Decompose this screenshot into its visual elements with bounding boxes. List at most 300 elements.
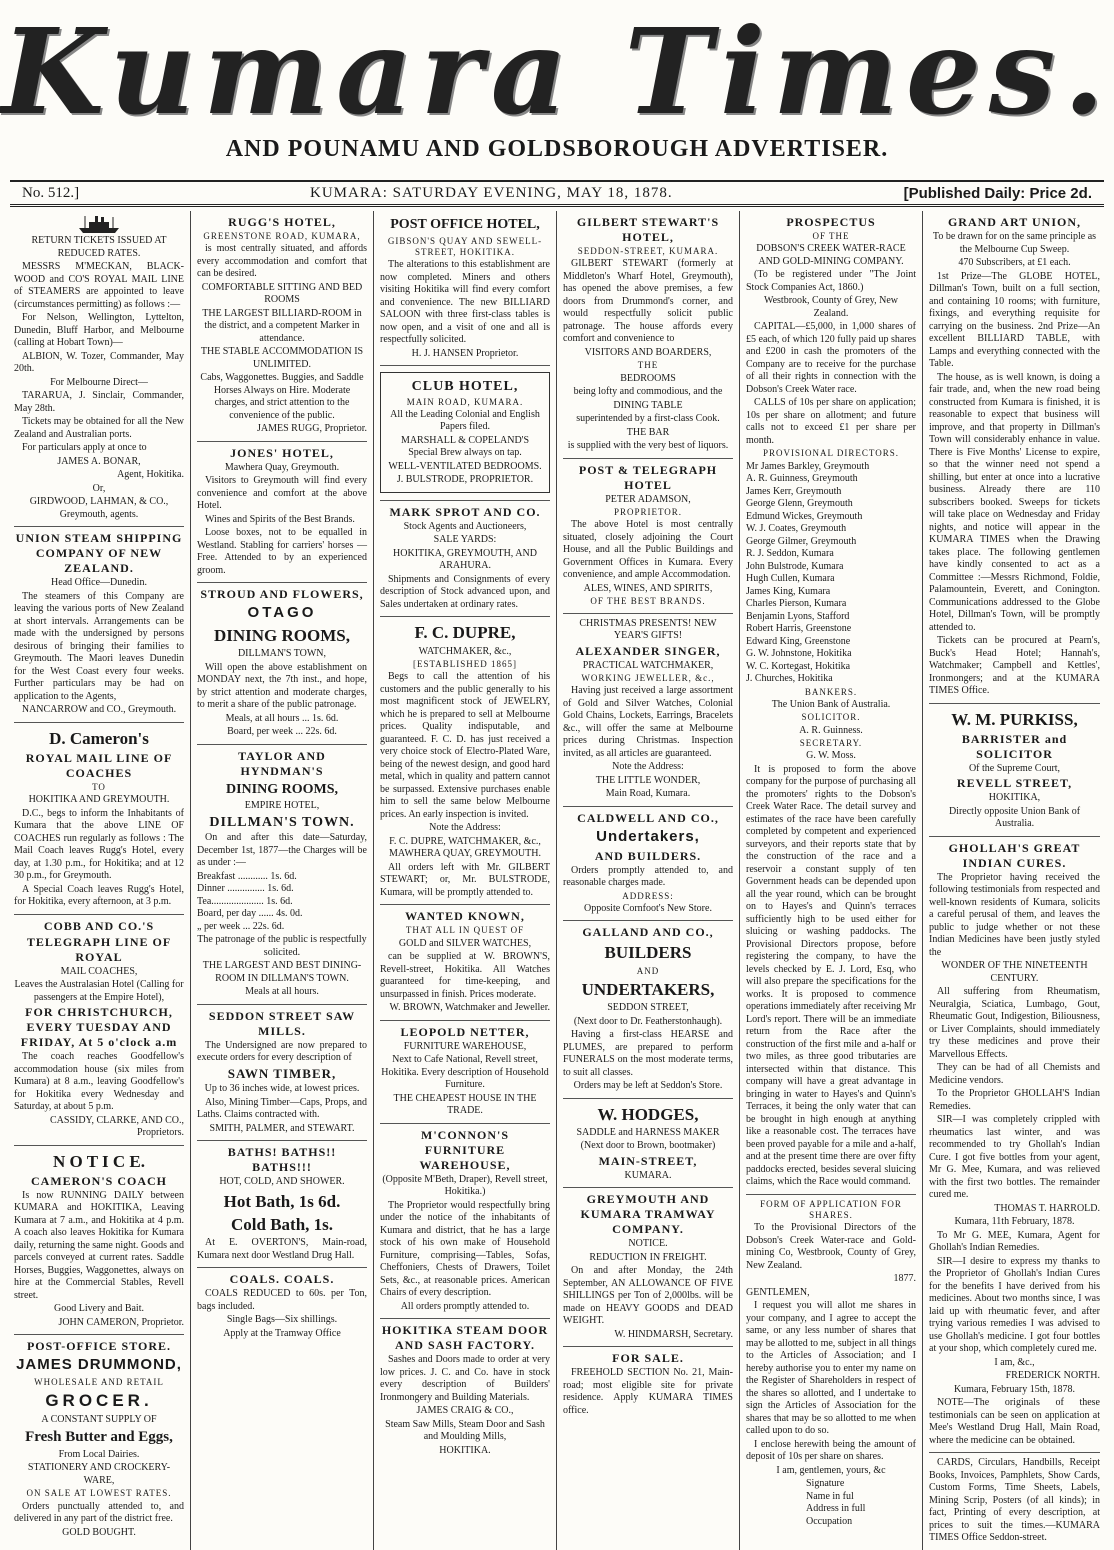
ad-body: All orders left with Mr. GILBERT STEWART; or, Mr. BULSTRODE, Kumara, will be promptly attended to. [380, 861, 550, 898]
ad-wanted-known [380, 905, 550, 1020]
price-item: Board, per day ...... 4s. 0d. [197, 908, 303, 920]
ad-body: The steamers of this Company are leaving the various ports of New Zealand at short intervals. Arrangements can be made with the undersigned by persons desirous of bringing their families to Greymouth. The Maori leaves Dunedin for the West Coast every four weeks. Further particulars may be had on application to the Agents, [14, 590, 184, 702]
ad-testimonial: SIR—I desire to express my thanks to the Proprietor of Ghollah's Indian Cures for the benefits I have derived from his medicines. About two months since, I was laid up with rheumatic fever, and after trying various remedies I was advised to use Ghollah's medicine. I got four bottles at your shop, which completely cured me. [929, 1255, 1100, 1355]
ad-leopold-netter [380, 1021, 550, 1124]
ad-address: GREENSTONE ROAD, KUMARA, [203, 231, 361, 241]
ad-cobb-co [14, 915, 184, 1146]
price-list [197, 871, 367, 934]
ad-signature: CASSIDY, CLARKE, AND CO., Proprietors. [49, 1114, 184, 1138]
ad-place: HOKITIKA. [439, 1444, 491, 1456]
ad-body: I enclose herewith being the amount of deposit of 10s per share on shares. [746, 1438, 916, 1463]
director: James Kerr, Greymouth [746, 485, 842, 497]
ad-hodges [563, 1099, 733, 1189]
ad-body: CAPITAL—£5,000, in 1,000 shares of £5 each, of which 120 fully paid up shares and £200 in cash the promoters of the Company are to receive for the purchase of all their rights in connection with the Dobson's Creek Water race. [746, 321, 916, 395]
ad-body: On and after this date—Saturday, December 1st, 1877—the Charges will be as under :— [197, 832, 367, 869]
ad-closing: I am, gentlemen, yours, &c [776, 1464, 886, 1476]
ad-body: To the Provisional Directors of the Dobson's Creek Water-race and Gold-mining Co, Westbrook, County of Grey, New Zealand. [746, 1222, 916, 1271]
column-6 [923, 211, 1106, 1550]
ad-baths [197, 1141, 367, 1268]
ad-steamers [14, 211, 184, 527]
ad-heading: STROUD AND FLOWERS, [200, 587, 364, 602]
form-field: Occupation [806, 1515, 853, 1527]
ad-opposite: Directly opposite Union Bank of Australia. [948, 805, 1081, 830]
ad-body: The Undersigned are now prepared to execute orders for every description of [197, 1039, 367, 1064]
ad-body: Begs to call the attention of his customers and the public generally to his most magnificent stock of JEWELRY, which he is prepared to sell at Melbourne prices. Quality indisputable, and guaranteed. F. C. D. has just received a very choice stock of Electro-Plated Ware, being of the newest design, and good hard metal, which in quality and pattern cannot be surpassed. Extensive purchases enable him to sell the same below Melbourne prices. An early inspection is invited. [380, 671, 550, 820]
ad-solicitor-heading: SOLICITOR. [801, 712, 861, 723]
director: Benjamin Lyons, Stafford [746, 610, 850, 622]
ad-body: Orders promptly attended to, and reasonable charges made. [563, 864, 733, 888]
ad-body: The Proprietor having received the following testimonials from respected and well-known residents of Kumara, solicits a careful perusal of them, and leaves the public to judge whether or not these Indian Medicines have been justly styled the [929, 871, 1100, 958]
ad-feature: THE BAR [626, 426, 670, 438]
ad-subheading: THAT ALL IN QUEST OF [405, 925, 525, 936]
ad-builders: BUILDERS [604, 943, 692, 963]
ad-body: The house, as is well known, is doing a fair trade, and, when the new road being constructed from Kumara is finished, it is reasonable to expect that business will improve, and that property in Dillman's Town will considerably enhance in value. There is Five Months' License to expire, so that the winner need not spend a shilling, but enter at once into a lucrative business. Already there are 110 subscribers booked. Sweeps for tickets will take place on Wednesday and Friday nights, and notice will appear in the KUMARA TIMES when the Drawing takes place. The following gentlemen have kindly consented to act as a Committee :—Messrs Richmond, Foldie, Palamountein, Everett, and Conington. Communications addressed to the Globe Hotel, Dillman's Town, will be promptly attended to. [929, 371, 1100, 633]
price-item: Dinner ............... 1s. 6d. [197, 883, 294, 895]
ad-next: (Next door to Brown, bootmaker) [580, 1140, 716, 1152]
ad-body: It is proposed to form the above company for the purpose of purchasing all the promoters' rights to the Dobson's Creek Water Race. The detail survey and estimates of the race have been carefully completed by competent and experienced surveyors, and their reports state that by the construction of the race and a reservoir a constant supply of ten Government heads can be depended upon all the year round, which can be brought on to Hayes's and Quinn's terraces sufficiently high to be used either for sluicing or washing paddocks. The Provisional Directors propose, before registering the company, to have the levels checked by E. J. Lord, Esq, who will also prepare the specifications for the works. It is proposed to commence operations immediately after receiving Mr Lord's report. There will be an immediate return from the Race after the construction of the first mile and a-half or two miles, as three good tributaries are intersected within that distance. This company will have a great advantage in bringing in water to Hayes's and Quinn's Terraces, it being the only water that can be brought in high enough at anything like a reasonable cost. The terraces have been proved payable for a mile and a-half, and at the present time there are over fifty paddocks erected, besides several sluicing claims, which the Race would command. [746, 763, 916, 1188]
ad-signature: W. BROWN, Watchmaker and Jeweller. [389, 1002, 550, 1013]
ad-ghollah [929, 837, 1100, 1454]
ad-subheading: To be drawn for on the same principle as the Melbourne Cup Sweep. [932, 231, 1097, 255]
ad-body: Having a first-class HEARSE and PLUMES, are prepared to perform FUNERALS on the most moderate terms, to suit all classes. [563, 1029, 733, 1078]
ad-caldwell [563, 807, 733, 922]
ad-sash-factory [380, 1319, 550, 1462]
ad-signature: FREDERICK NORTH. [1005, 1370, 1100, 1382]
ad-heading: CALDWELL AND CO., [577, 810, 719, 825]
ad-tramway [563, 1188, 733, 1347]
ad-body: ALBION, W. Tozer, Commander, May 20th. [14, 350, 184, 374]
ad-price: Board, per week ... 22s. 6d. [227, 726, 337, 738]
ad-dining: DINING ROOMS, [225, 781, 338, 797]
ad-feature: COMFORTABLE SITTING AND BED ROOMS [201, 281, 363, 306]
director: J. Churches, Hokitika [746, 673, 833, 684]
ad-wonder: WONDER OF THE NINETEENTH CENTURY. [941, 960, 1088, 984]
ad-signature: JOHN CAMERON, Proprietor. [58, 1316, 184, 1328]
ad-subheading: WHOLESALE AND RETAIL [34, 1377, 164, 1387]
ad-feature: THE LARGEST BILLIARD-ROOM in the district, and a competent Marker in attendance. [202, 307, 362, 344]
ad-salutation: GENTLEMEN, [746, 1286, 810, 1298]
ad-gold: GOLD BOUGHT. [62, 1526, 136, 1538]
ad-body: D.C., begs to inform the Inhabitants of Kumara that the above LINE OF COACHES run regularly as follows : The Mail Coach leaves Rugg's Hotel, every day, at 1.30 p.m., for Hokitika; and at 12 30 p.m., for Greymouth. [14, 807, 184, 881]
ad-feature: DINING TABLE [613, 399, 683, 411]
ad-street: REVELL STREET, [956, 776, 1073, 791]
ad-feature: MARSHALL & COPELAND'S Special Brew always on tap. [400, 434, 530, 459]
form-field: Address in full [806, 1503, 866, 1515]
ad-heading: TAYLOR AND HYNDMAN'S [238, 748, 326, 778]
ad-place: KUMARA. [624, 1169, 672, 1181]
ad-mcconnon [380, 1124, 550, 1320]
ad-prospectus [746, 211, 916, 1195]
ad-heading: GREYMOUTH AND KUMARA TRAMWAY COMPANY. [580, 1192, 716, 1237]
ad-taylor-hyndman [197, 745, 367, 1005]
ad-heading: GRAND ART UNION, [947, 215, 1082, 229]
ad-subheading: ROYAL MAIL LINE OF COACHES [25, 750, 173, 780]
ad-cameron-coach [14, 1146, 184, 1336]
ad-heading: POST & TELEGRAPH HOTEL [578, 462, 718, 492]
ad-body: At E. OVERTON'S, Main-road, Kumara next door Westland Drug Hall. [197, 1237, 367, 1261]
director: R. J. Seddon, Kumara [746, 548, 834, 559]
ad-body: All suffering from Rheumatism, Neuralgia, Sciatica, Lumbago, Gout, Rheumatic Gout, Indigestion, Biliousness, or Liver Complaints, should immediately try these medicines and prove their Marvellous Effects. [929, 986, 1100, 1060]
ad-of: OF THE [812, 231, 850, 241]
director: Edmund Wickes, Greymouth [746, 510, 863, 522]
ad-heading: GALLAND AND CO., [582, 925, 714, 940]
ad-heading: COBB AND CO.'S [43, 918, 155, 933]
ad-ruggs-hotel [197, 211, 367, 442]
director: Edward King, Greenstone [746, 635, 851, 647]
masthead [0, 0, 1114, 178]
ad-subheading: For Melbourne Direct— [50, 376, 148, 388]
ad-bankers-heading: BANKERS. [804, 686, 858, 697]
ad-heading: FOR SALE. [612, 1351, 684, 1366]
ad-feature: THE STABLE ACCOMMODATION IS UNLIMITED. [200, 346, 364, 370]
ad-town: DILLMAN'S TOWN, [237, 648, 327, 660]
ad-to: TO [92, 781, 106, 792]
ad-heading: UNION STEAM SHIPPING COMPANY OF NEW ZEALAND. [15, 531, 183, 575]
ad-the: THE [637, 360, 659, 371]
ad-prop: PROPRIETOR. [613, 507, 683, 517]
ad-price: Meals, at all hours ... 1s. 6d. [225, 712, 339, 724]
ad-body: Is now RUNNING DAILY between KUMARA and HOKITIKA, Leaving Kumara at 7 a.m., and Hokitika at 4 p.m. A coach also leaves Hokitika for Kumara daily, returning the same night. Goods and parcels conveyed at current rates. Saddle Horses, Buggies, Waggonettes, always on hire at the Commercial Stables, Revell street. [14, 1189, 184, 1301]
ad-body: A Special Coach leaves Rugg's Hotel, for Hokitika, every afternoon, at 3 p.m. [14, 883, 184, 907]
ad-heading: WANTED KNOWN, [405, 909, 525, 924]
price-item: Tea..................... 1s. 6d. [197, 895, 293, 907]
ad-body: Shipments and Consignments of every description of Stock advanced upon, and Sales undertaken at ordinary rates. [380, 573, 550, 610]
director: Charles Pierson, Kumara [746, 598, 847, 609]
ad-post-office-hotel [380, 211, 550, 366]
ad-heading: LEOPOLD NETTER, [400, 1024, 530, 1039]
ad-heading: CLUB HOTEL, [411, 379, 519, 394]
ad-place: Westbrook, County of Grey, New Zealand. [763, 295, 899, 319]
ad-heading: W. HODGES, [597, 1104, 699, 1124]
ad-body: On and after Monday, the 24th September, AN ALLOWANCE OF FIVE SHILLINGS per Ton of 2,000lbs. will be made on HEAVY GOODS and DEAD WEIGHT. [563, 1265, 733, 1327]
ad-signature: H. J. HANSEN Proprietor. [411, 347, 519, 359]
price-item: Breakfast ............ 1s. 6d. [197, 870, 297, 882]
ad-note: NOTE—The originals of these testimonials can be seen on application at Mee's Westland Drug Hall, Main Road, where the medicine can be obtained. [929, 1397, 1100, 1446]
director: John Bulstrode, Kumara [746, 560, 844, 572]
ad-body: TARARUA, J. Sinclair, Commander, May 28th. [14, 390, 184, 414]
ad-subheading: TELEGRAPH LINE OF ROYAL [26, 934, 172, 964]
ad-heading: CAMERON'S COACH [30, 1173, 167, 1188]
ad-sale: ON SALE AT LOWEST RATES. [26, 1488, 172, 1499]
ad-heading: GHOLLAH'S GREAT INDIAN CURES. [948, 840, 1081, 870]
ad-agent-place: Agent, Hokitika. [117, 469, 184, 480]
ad-body: 1st Prize—The GLOBE HOTEL, Dillman's Town, built on a full section, and containing 10 rooms; with furniture, fixings, and everything requisite for carrying on the business. 2nd Prize—An excellent BILLIARD TABLE, with Lamps and everything connected with the Table. [929, 270, 1100, 369]
ad-share-form [746, 1195, 916, 1534]
column-1 [8, 211, 191, 1550]
ad-established: [ESTABLISHED 1865] [412, 659, 518, 669]
ad-body: CARDS, Circulars, Handbills, Receipt Books, Invoices, Pamphlets, Show Cards, Custom Forms, Time Sheets, Labels, Mining Scrip, Posters (of all kinds); in fact, Printing of every description, at prices to suit the times.—KUMARA TIMES Office Seddon-street. [929, 1457, 1100, 1544]
ad-undertakers: UNDERTAKERS, [581, 979, 715, 999]
ad-next: (Next door to Dr. Featherstonhaugh). [573, 1015, 723, 1027]
ad-body: Orders punctually attended to, and delivered in any part of the district free. [14, 1500, 184, 1524]
ad-stationery: STATIONERY AND CROCKERY-WARE, [27, 1462, 171, 1486]
price-item: „ per week ... 22s. 6d. [197, 920, 285, 932]
ad-address-label: ADDRESS: [622, 890, 674, 901]
director: George Glenn, Greymouth [746, 498, 853, 509]
director: Robert Harris, Greenstone [746, 623, 852, 634]
ad-signature: SMITH, PALMER, and STEWART. [209, 1122, 355, 1134]
ad-company: DOBSON'S CREEK WATER-RACE AND GOLD-MINING COMPANY. [756, 243, 906, 267]
ad-grocer: GROCER. [45, 1391, 153, 1411]
ad-feature: VISITORS AND BOARDERS, [584, 346, 712, 358]
ad-feature: All the Leading Colonial and English Papers filed. [390, 408, 540, 433]
director: A. R. Guinness, Greymouth [746, 473, 858, 484]
director: George Gilmer, Greymouth [746, 535, 857, 547]
ad-address: SEDDON-STREET, KUMARA. [577, 246, 719, 256]
ad-printing [929, 1453, 1100, 1550]
ad-single: Single Bags—Six shillings. [226, 1314, 338, 1325]
ad-feature: THE CHEAPEST HOUSE IN THE TRADE. [393, 1092, 537, 1116]
ad-heading: POST OFFICE HOTEL, [390, 217, 540, 232]
ad-galland [563, 921, 733, 1098]
ad-route: HOKITIKA AND GREYMOUTH. [28, 794, 170, 805]
director: Hugh Cullen, Kumara [746, 573, 835, 584]
ad-body: Visitors to Greymouth will find every convenience and comfort at the above Hotel. [197, 475, 367, 512]
ad-body: is most centrally situated, and affords every accommodation and comfort that can be desired. [197, 243, 367, 280]
club-hotel-box [380, 372, 550, 493]
ad-body: Tickets can be procured at Pearn's, Buck's Head Hotel; Hannah's, Watchmaker; Campbell and Kettles', Ironmongers; and at the KUMARA TIMES Office. [929, 635, 1100, 696]
director: James King, Kumara [746, 585, 831, 597]
ad-trade: BARRISTER and SOLICITOR [961, 731, 1068, 761]
ad-heading: ALEXANDER SINGER, [575, 643, 721, 658]
ad-timber: SAWN TIMBER, [227, 1065, 337, 1081]
ad-body: is supplied with the very best of liquors. [567, 440, 729, 451]
ad-body: (To be registered under "The Joint Stock Companies Act, 1860.) [746, 269, 916, 293]
ad-subheading: FURNITURE WAREHOUSE, [403, 1040, 527, 1052]
ad-subheading: Stock Agents and Auctioneers, [403, 520, 527, 532]
ad-subscribers: 470 Subscribers, at £1 each. [958, 257, 1071, 268]
ad-drummond [14, 1335, 184, 1544]
ad-livery: Good Livery and Bait. [54, 1303, 144, 1315]
ad-xmas: CHRISTMAS PRESENTS! NEW YEAR'S GIFTS! [579, 617, 717, 641]
ad-address: (Opposite M'Beth, Draper), Revell street, Hokitika.) [382, 1173, 548, 1197]
ad-notice: N O T I C E. [53, 1151, 145, 1171]
ad-address: Mawhera Quay, Greymouth. [224, 461, 340, 473]
ad-testimonial-to: To Mr G. MEE, Kumara, Agent for Ghollah's Indian Remedies. [929, 1229, 1100, 1254]
ad-purkiss [929, 704, 1100, 837]
ad-places: HOKITIKA, GREYMOUTH, AND ARAHURA. [393, 547, 537, 572]
newspaper-title: Kumara Times. [1, 2, 1113, 141]
ad-heading: SEDDON STREET SAW MILLS. [208, 1008, 356, 1038]
ad-heading: JONES' HOTEL, [230, 445, 334, 460]
director: W. J. Coates, Greymouth [746, 523, 847, 534]
ad-jones-hotel [197, 442, 367, 584]
ad-body: Sashes and Doors made to order at very low prices. J. C. and Co. have in stock every description of Builders' Ironmongery and Building Materials. [380, 1354, 550, 1403]
ad-body: For Nelson, Wellington, Lyttelton, Dunedin, Bluff Harbor, and Melbourne (calling at Hobart Town)— [14, 312, 184, 348]
ad-body: Will open the above establishment on MONDAY next, the 7th inst., and hope, by strict attention and moderate charges, to merit a share of the public patronage. [197, 661, 367, 711]
ad-place: HOKITIKA, [988, 792, 1041, 804]
ad-heading: FORM OF APPLICATION FOR SHARES. [760, 1198, 902, 1220]
ad-hot-bath: Hot Bath, 1s 6d. [223, 1191, 341, 1211]
ad-court: Of the Supreme Court, [968, 762, 1061, 774]
ad-body: Leaves the Australasian Hotel (Calling for passengers at the Empire Hotel), [14, 979, 184, 1003]
ad-heading: POST-OFFICE STORE. [26, 1339, 172, 1354]
ad-heading: RETURN TICKETS ISSUED AT REDUCED RATES. [31, 235, 167, 259]
ad-directors-heading: PROVISIONAL DIRECTORS. [762, 448, 899, 459]
ad-schedule: FOR CHRISTCHURCH, EVERY TUESDAY AND FRIDAY, At 5 o'clock a.m [20, 1005, 178, 1049]
ad-body: The patronage of the public is respectfully solicited. [197, 934, 367, 958]
ad-heading: MARK SPROT AND CO. [389, 504, 541, 519]
ad-heading: GILBERT STEWART'S HOTEL, [576, 215, 720, 244]
ad-signature: W. HINDMARSH, Secretary. [614, 1328, 733, 1340]
ad-address: Opposite Cornfoot's New Store. [584, 902, 712, 914]
ad-heading: F. C. DUPRE, [414, 623, 516, 643]
ad-signature: JAMES CRAIG & CO., [416, 1405, 514, 1416]
ad-date: Kumara, 11th February, 1878. [954, 1216, 1075, 1228]
ad-feature: BEDROOMS [620, 372, 676, 384]
ad-street: SEDDON STREET, [607, 1002, 689, 1013]
ad-undertakers: Undertakers, [596, 827, 700, 845]
issue-number: No. 512.] [22, 184, 80, 201]
ad-gold: GOLD and SILVER WATCHES, [398, 937, 532, 949]
ad-name: JAMES DRUMMOND, [16, 1356, 182, 1374]
ad-subheading: WORKING JEWELLER, &c., [581, 673, 715, 683]
ad-yards: SALE YARDS: [433, 534, 497, 546]
form-field: Name in ful [806, 1490, 854, 1502]
ad-year: 1877. [893, 1273, 916, 1285]
ad-supply: A CONSTANT SUPPLY OF [41, 1413, 157, 1425]
ad-body: GILBERT STEWART (formerly at Middleton's Wharf Hotel, Greymouth), has opened the above premises, a few doors from Drummond's corner, and would respectfully solicit public patronage. The house affords every comfort and convenience to [563, 258, 733, 345]
ad-subheading: Head Office—Dunedin. [51, 577, 147, 588]
ad-post-telegraph-hotel [563, 459, 733, 614]
ad-body: The Proprietor would respectfully bring under the notice of the inhabitants of Kumara and district, that he has a large stock of his own make of Household Furniture, comprising—Tables, Sofas, Cheffoniers, Chests of Drawers, Toilet Sets, &c., at reasonable prices. American Chairs of every description. [380, 1199, 550, 1298]
ad-testimonial: SIR—I was completely crippled with rheumatics last winter, and was recommended to try Ghollah's Indian Cure. I got five bottles from your agent, Mr G. Mee, Kumara, and was relieved with the first two bottles. The remainder cured me. [929, 1114, 1100, 1201]
ad-fresh: Fresh Butter and Eggs, [25, 1429, 173, 1445]
ad-saw-mills [197, 1005, 367, 1141]
ad-gilbert-stewart [563, 211, 733, 459]
ad-feature: Meals at all hours. [245, 986, 319, 998]
ad-heading: PROSPECTUS [786, 215, 876, 229]
ad-closing: I am, &c., [994, 1356, 1035, 1368]
ad-testimonial-to: To the Proprietor GHOLLAH'S Indian Remedies. [929, 1088, 1100, 1112]
ad-address: Main Road, Kumara. [605, 788, 691, 800]
ad-subheading: MAIL COACHES, [60, 965, 138, 977]
ad-heading: HOKITIKA STEAM DOOR AND SASH FACTORY. [381, 1323, 549, 1352]
ad-otago-dining [197, 583, 367, 745]
ad-dupre [380, 617, 550, 905]
steamship-icon [77, 214, 121, 234]
ad-solicitor: A. R. Guinness. [799, 724, 863, 736]
ad-apply: Apply at the Tramway Office [223, 1327, 341, 1339]
ad-secretary-heading: SECRETARY. [799, 738, 863, 748]
ad-feature: ALES, WINES, AND SPIRITS, [583, 582, 713, 594]
ad-date: Kumara, February 15th, 1878. [953, 1383, 1076, 1395]
ad-body: Loose boxes, not to be equalled in Westland. Stabling for carriers' horses —Free. Attended to by an experienced groom. [197, 527, 367, 576]
ad-cameron-coaches [14, 723, 184, 915]
ad-singer [563, 614, 733, 807]
ad-body: superintended by a first-class Cook. [576, 413, 720, 424]
column-2 [191, 211, 374, 1550]
ad-dining: DINING ROOMS, [213, 626, 350, 645]
ad-shop: THE LITTLE WONDER, [595, 774, 701, 786]
ad-heading: COALS. COALS. [229, 1272, 335, 1286]
ad-bank: The Union Bank of Australia. [771, 698, 891, 710]
ad-body: Having just received a large assortment of Gold and Silver Watches, Colonial Gold Chains, Lockets, Earrings, Bracelets &c., will offer the same at Melbourne prices during Christmas. Inspection invited, as all articles are guaranteed. [563, 685, 733, 759]
ad-address: MAIN ROAD, KUMARA. [406, 396, 524, 407]
ad-secretary: G. W. Moss. [806, 750, 856, 762]
ad-agent: JAMES A. BONAR, [57, 455, 141, 467]
ad-orders: All orders promptly attended to. [400, 1300, 530, 1312]
ad-body: FREEHOLD SECTION No. 21, Main-road; most eligible site for private residence. Apply KUMARA TIMES office. [563, 1367, 733, 1416]
ad-club-hotel [380, 366, 550, 501]
ad-body: COALS REDUCED to 60s. per Ton, bags included. [197, 1288, 367, 1312]
ad-name: PETER ADAMSON, [605, 493, 691, 505]
ad-body: Also, Mining Timber—Caps, Props, and Laths. Claims contracted with. [197, 1096, 367, 1120]
newspaper-subtitle: AND POUNAMU AND GOLDSBOROUGH ADVERTISER. [225, 136, 889, 162]
ad-body: The above Hotel is most centrally situated, closely adjoining the Court House, and all the Public Buildings and Government Offices in Kumara. Every convenience, and ample Accommodation. [563, 519, 733, 581]
ad-note: Note the Address: [429, 822, 501, 834]
ad-lengths: Up to 36 inches wide, at lowest prices. [204, 1083, 360, 1094]
director: W. C. Kortegast, Hokitika [746, 660, 851, 672]
ad-or: Or, [92, 482, 106, 494]
ad-hotel: EMPIRE HOTEL, [244, 800, 320, 812]
ad-and: AND [636, 965, 660, 976]
ad-heading: BATHS! BATHS!! BATHS!!! [227, 1145, 337, 1174]
ad-note: Note the Address: [612, 761, 684, 773]
ad-builders: AND BUILDERS. [594, 848, 702, 863]
ad-body: Tickets may be obtained for all the New Zealand and Australian ports. [14, 416, 184, 440]
ad-art-union [929, 211, 1100, 704]
ad-dairies: From Local Dairies. [58, 1448, 140, 1460]
ad-body: The coach reaches Goodfellow's accommodation house (six miles from Kumara) at 8 a.m., leaving Goodfellow's for Hokitika every Wednesday and Saturday, at about 5 p.m. [14, 1051, 184, 1112]
ad-town: DILLMAN'S TOWN. [209, 814, 355, 830]
column-5 [740, 211, 923, 1550]
column-3 [374, 211, 557, 1550]
ad-for-sale [563, 1347, 733, 1422]
ad-mark-sprot [380, 501, 550, 618]
ad-signature: J. BULSTRODE, PROPRIETOR. [396, 474, 534, 486]
ad-cold-bath: Cold Bath, 1s. [230, 1214, 334, 1234]
ad-address: GIBSON'S QUAY AND SEWELL-STREET, HOKITIKA. [387, 235, 543, 257]
columns [8, 211, 1106, 1544]
form-fields [746, 1478, 916, 1528]
ad-body: For particulars apply at once to [22, 442, 147, 453]
ad-street: MAIN-STREET, [598, 1153, 698, 1168]
issue-date: KUMARA: SATURDAY EVENING, MAY 18, 1878. [310, 184, 673, 201]
ad-address: F. C. DUPRE, WATCHMAKER, &c., MAWHERA QUAY, GREYMOUTH. [389, 835, 541, 860]
ad-body: can be supplied at W. BROWN'S, Revell-street, Hokitika. All Watches guaranteed for time-keeping, and unsurpassed in finish. Prices moderate. [380, 951, 550, 1000]
column-4 [557, 211, 740, 1550]
ad-subheading: HOT, COLD, AND SHOWER. [219, 1176, 345, 1187]
director: Mr James Barkley, Greymouth [746, 460, 870, 472]
dateline [10, 180, 1104, 207]
directors-list [746, 461, 916, 686]
ad-body: Wines and Spirits of the Best Brands. [205, 513, 355, 525]
ad-mills: Steam Saw Mills, Steam Door and Sash and Moulding Mills, [385, 1418, 545, 1442]
ad-body: Next to Cafe National, Revell street, Hokitika. Every description of Household Furniture. [381, 1054, 549, 1090]
ad-heading: RUGG'S HOTEL, [228, 215, 336, 229]
issue-price: [Published Daily: Price 2d. [903, 184, 1092, 202]
ad-signature: NANCARROW and CO., Greymouth. [21, 704, 177, 715]
ad-notice: NOTICE. [628, 1238, 668, 1250]
ad-body: I request you will allot me shares in your company, and I agree to accept the same, or any less number of shares that may be allotted to me, subject in all things to the Articles of Association; and I hereby authorise you to enter my name on the Register of Shareholders in respect of the shares so allotted, and I undertake to sign the Articles of Association for the shares that may be so allotted to me when called upon to do so. [746, 1300, 916, 1437]
ad-body: CALLS of 10s per share on application; 10s per share on allotment; and future calls not to exceed £1 per share per month. [746, 397, 916, 446]
form-field: Signature [806, 1478, 845, 1490]
ad-trade: PRACTICAL WATCHMAKER, [582, 659, 714, 671]
ad-otago: OTAGO [247, 604, 317, 622]
ad-orders: Orders may be left at Seddon's Store. [573, 1080, 723, 1091]
ad-trade: WATCHMAKER, &c., [418, 645, 512, 657]
ad-agent: GIRDWOOD, LAHMAN, & CO., Greymouth, agents. [29, 496, 169, 520]
ad-brands: OF THE BEST BRANDS. [590, 596, 706, 607]
ad-coals [197, 1268, 367, 1345]
ad-signature: JAMES RUGG, Proprietor. [256, 423, 367, 435]
ad-feature: THE LARGEST AND BEST DINING-ROOM IN DILLMAN'S TOWN. [202, 960, 362, 984]
ad-signature: THOMAS T. HARROLD. [994, 1202, 1100, 1214]
ad-union-steam [14, 527, 184, 723]
ad-body: being lofty and commodious, and the [573, 386, 723, 397]
ad-trade: SADDLE and HARNESS MAKER [576, 1126, 720, 1138]
